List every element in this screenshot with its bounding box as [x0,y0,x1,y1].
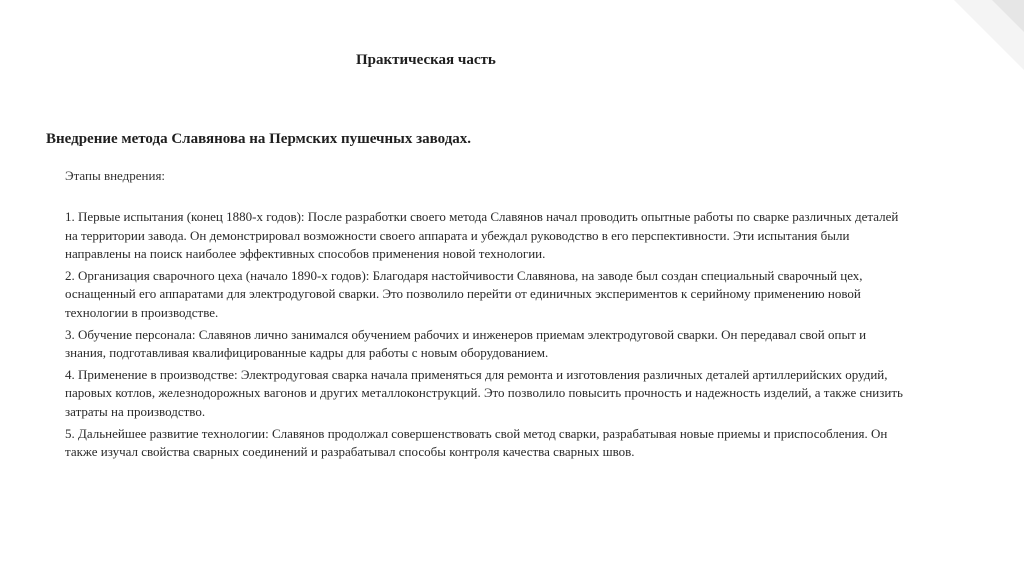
list-item: 4. Применение в производстве: Электродуговая сварка начала применяться для ремонта и изготовления различных деталей артиллерийских орудий, паровых котлов, железнодорожных вагонов и других металлоконструкций. Это позволило повысить прочность и надежность изделий, а также снизить затраты на производство. [65,366,903,419]
list-item: 2. Организация сварочного цеха (начало 1890-х годов): Благодаря настойчивости Славянова, на заводе был создан специальный сварочный цех, оснащенный его аппаратами для электродуговой сварки. Это позволило перейти от единичных экспериментов к серийному применению новой технологии в производстве. [65,267,863,320]
list-item: 5. Дальнейшее развитие технологии: Славянов продолжал совершенствовать свой метод сварки, разрабатывая новые приемы и приспособления. Он также изучал свойства сварных соединений и разрабатывал способы контроля качества сварных швов. [65,425,888,460]
list-item: 1. Первые испытания (конец 1880-х годов): После разработки своего метода Славянов начал проводить опытные работы по сварке различных деталей на территории завода. Он демонстрировал возможности своего аппарата и убеждал руководство в его перспективности. Эти испытания были направлены на поиск наиболее эффективных способов применения новой технологии. [65,209,899,262]
list-item: 3. Обучение персонала: Славянов лично занимался обучением рабочих и инженеров приемам электродуговой сварки. Он передавал свой опыт и знания, подготавливая квалифицированные кадры для работы с новым оборудованием. [65,326,867,361]
slide-title: Практическая часть [356,52,496,68]
stages-label: Этапы внедрения: [65,168,166,183]
stages-list [65,208,905,465]
corner-decoration [914,0,1024,100]
section-heading: Внедрение метода Славянова на Пермских пушечных заводах. [46,131,472,147]
